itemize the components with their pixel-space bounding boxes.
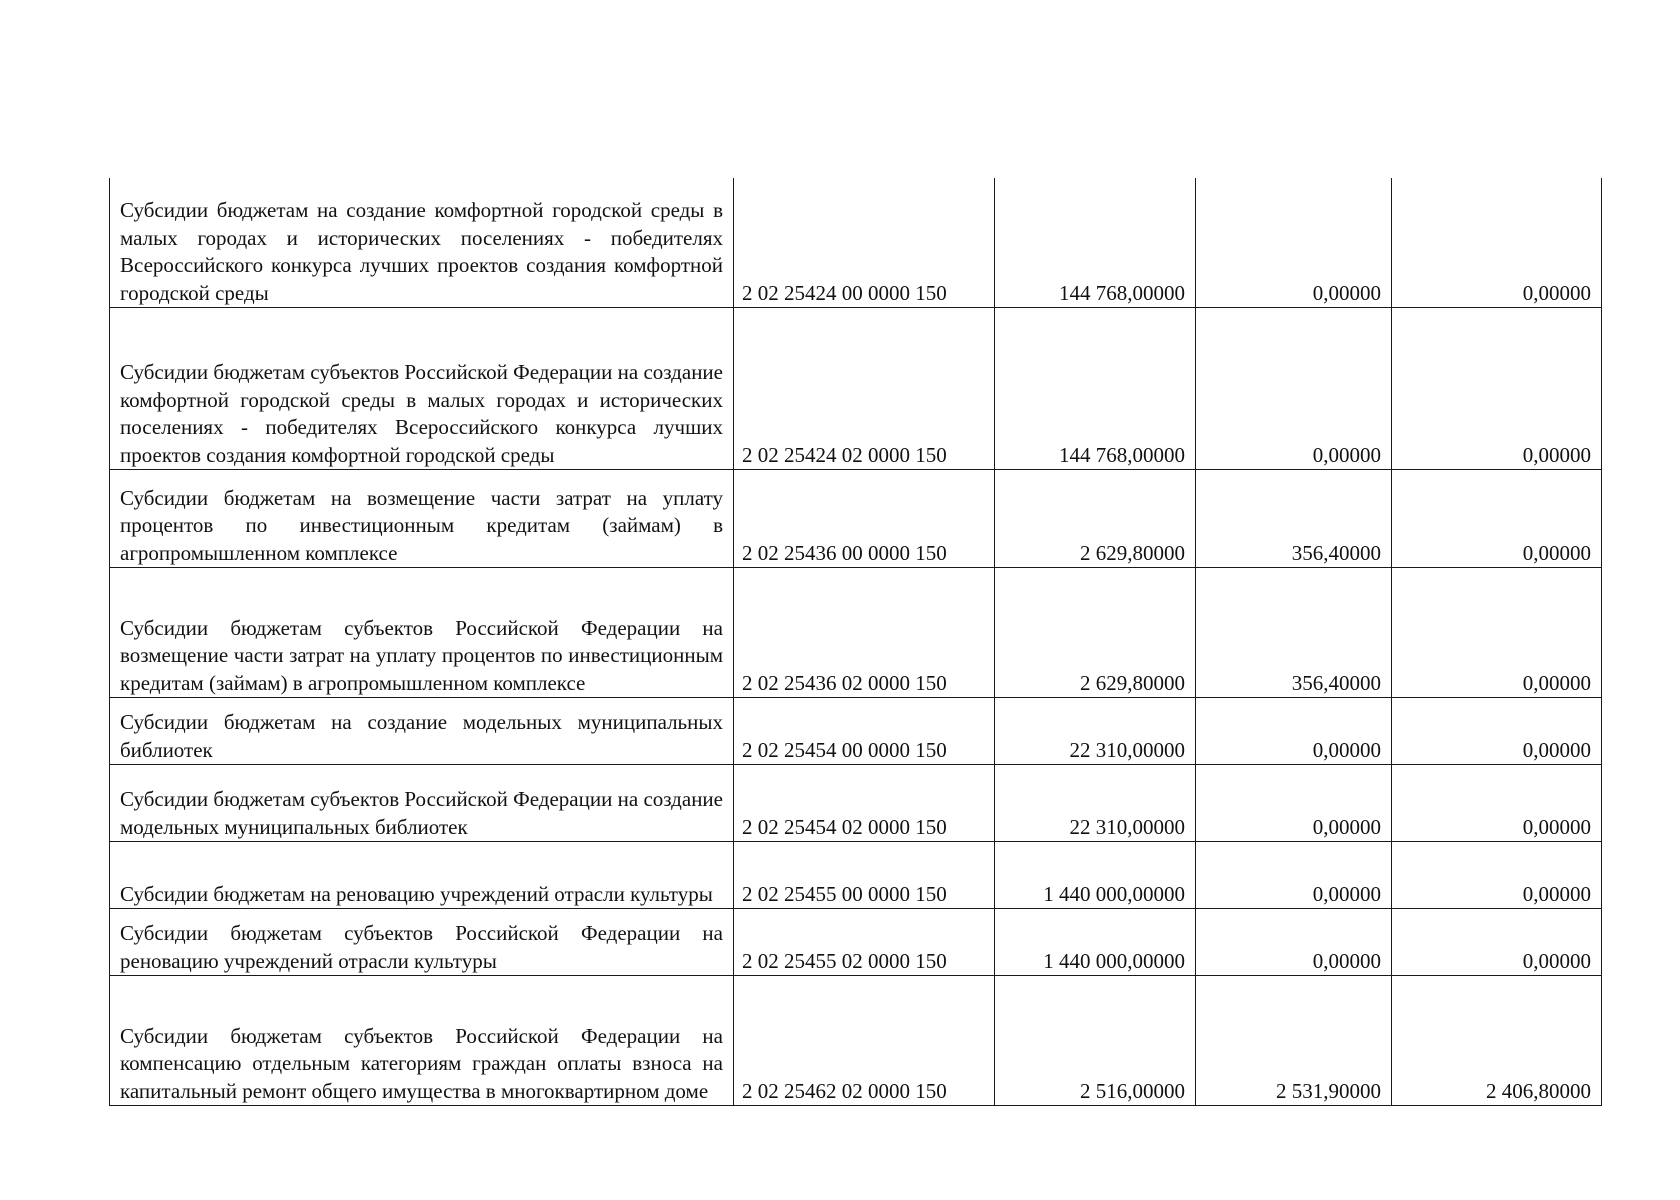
- row-value-3-cell: 0,00000: [1392, 308, 1602, 470]
- row-value-3-cell: 0,00000: [1392, 178, 1602, 308]
- row-name-text: Субсидии бюджетам на возмещение части затрат на уплату процентов по инвестиционным кредитам (займам) в агропромышленном комплексе: [120, 485, 723, 565]
- row-value-2-cell: 356,40000: [1196, 568, 1392, 698]
- row-value-1-cell: 2 516,00000: [995, 976, 1196, 1106]
- row-name-cell: [110, 698, 734, 765]
- row-value-3-cell: 2 406,80000: [1392, 976, 1602, 1106]
- row-value-1-cell: 22 310,00000: [995, 698, 1196, 765]
- row-code-cell: 2 02 25454 02 0000 150: [734, 765, 995, 842]
- row-name-cell: [110, 308, 734, 470]
- row-value-1-cell: 1 440 000,00000: [995, 842, 1196, 909]
- row-name-cell: [110, 909, 734, 976]
- row-code-cell: 2 02 25455 00 0000 150: [734, 842, 995, 909]
- row-value-3-cell: 0,00000: [1392, 765, 1602, 842]
- table-row: [110, 765, 1602, 842]
- row-code-cell: 2 02 25436 00 0000 150: [734, 470, 995, 568]
- row-code-cell: 2 02 25462 02 0000 150: [734, 976, 995, 1106]
- row-value-2-cell: 0,00000: [1196, 308, 1392, 470]
- row-value-3-cell: 0,00000: [1392, 909, 1602, 976]
- table-row: [110, 470, 1602, 568]
- row-name-text: Субсидии бюджетам на создание комфортной городской среды в малых городах и исторических поселениях - победителях Всероссийского конкурса лучших проектов создания комфортной городской среды: [120, 198, 723, 305]
- row-value-3-cell: 0,00000: [1392, 698, 1602, 765]
- table-row: [110, 842, 1602, 909]
- budget-revenue-table: [109, 178, 1602, 1106]
- row-value-1-cell: 2 629,80000: [995, 568, 1196, 698]
- table-row: [110, 976, 1602, 1106]
- table-row: [110, 568, 1602, 698]
- row-value-1-cell: 144 768,00000: [995, 308, 1196, 470]
- row-name-text: Субсидии бюджетам субъектов Российской Федерации на возмещение части затрат на уплату процентов по инвестиционным кредитам (займам) в агропромышленном комплексе: [120, 615, 723, 695]
- row-name-cell: [110, 568, 734, 698]
- row-value-3-cell: 0,00000: [1392, 470, 1602, 568]
- document-page: [109, 178, 1601, 1106]
- row-value-2-cell: 0,00000: [1196, 842, 1392, 909]
- row-name-text: Субсидии бюджетам субъектов Российской Федерации на создание комфортной городской среды в малых городах и исторических поселениях - победителях Всероссийского конкурса лучших проектов создания комфортной городской среды: [120, 360, 723, 467]
- row-value-2-cell: 0,00000: [1196, 698, 1392, 765]
- row-value-3-cell: 0,00000: [1392, 568, 1602, 698]
- row-value-2-cell: 2 531,90000: [1196, 976, 1392, 1106]
- row-name-cell: [110, 178, 734, 308]
- row-value-1-cell: 22 310,00000: [995, 765, 1196, 842]
- row-code-cell: 2 02 25424 00 0000 150: [734, 178, 995, 308]
- row-name-text: Субсидии бюджетам субъектов Российской Федерации на реновацию учреждений отрасли культуры: [120, 921, 723, 973]
- table-row: [110, 308, 1602, 470]
- row-value-2-cell: 0,00000: [1196, 178, 1392, 308]
- row-value-3-cell: 0,00000: [1392, 842, 1602, 909]
- row-name-cell: [110, 765, 734, 842]
- row-name-cell: [110, 470, 734, 568]
- table-row: [110, 909, 1602, 976]
- table-row: [110, 698, 1602, 765]
- row-code-cell: 2 02 25454 00 0000 150: [734, 698, 995, 765]
- row-value-1-cell: 2 629,80000: [995, 470, 1196, 568]
- row-name-text: Субсидии бюджетам субъектов Российской Федерации на компенсацию отдельным категориям граждан оплаты взноса на капитальный ремонт общего имущества в многоквартирном доме: [120, 1023, 723, 1103]
- row-name-text: Субсидии бюджетам на создание модельных муниципальных библиотек: [120, 710, 723, 762]
- row-value-2-cell: 0,00000: [1196, 765, 1392, 842]
- row-code-cell: 2 02 25455 02 0000 150: [734, 909, 995, 976]
- row-code-cell: 2 02 25424 02 0000 150: [734, 308, 995, 470]
- row-name-cell: [110, 976, 734, 1106]
- row-value-2-cell: 356,40000: [1196, 470, 1392, 568]
- row-value-1-cell: 1 440 000,00000: [995, 909, 1196, 976]
- table-row: [110, 178, 1602, 308]
- row-code-cell: 2 02 25436 02 0000 150: [734, 568, 995, 698]
- row-value-1-cell: 144 768,00000: [995, 178, 1196, 308]
- row-name-cell: [110, 842, 734, 909]
- row-value-2-cell: 0,00000: [1196, 909, 1392, 976]
- row-name-text: Субсидии бюджетам на реновацию учреждений отрасли культуры: [120, 881, 713, 906]
- row-name-text: Субсидии бюджетам субъектов Российской Федерации на создание модельных муниципальных библиотек: [120, 787, 723, 839]
